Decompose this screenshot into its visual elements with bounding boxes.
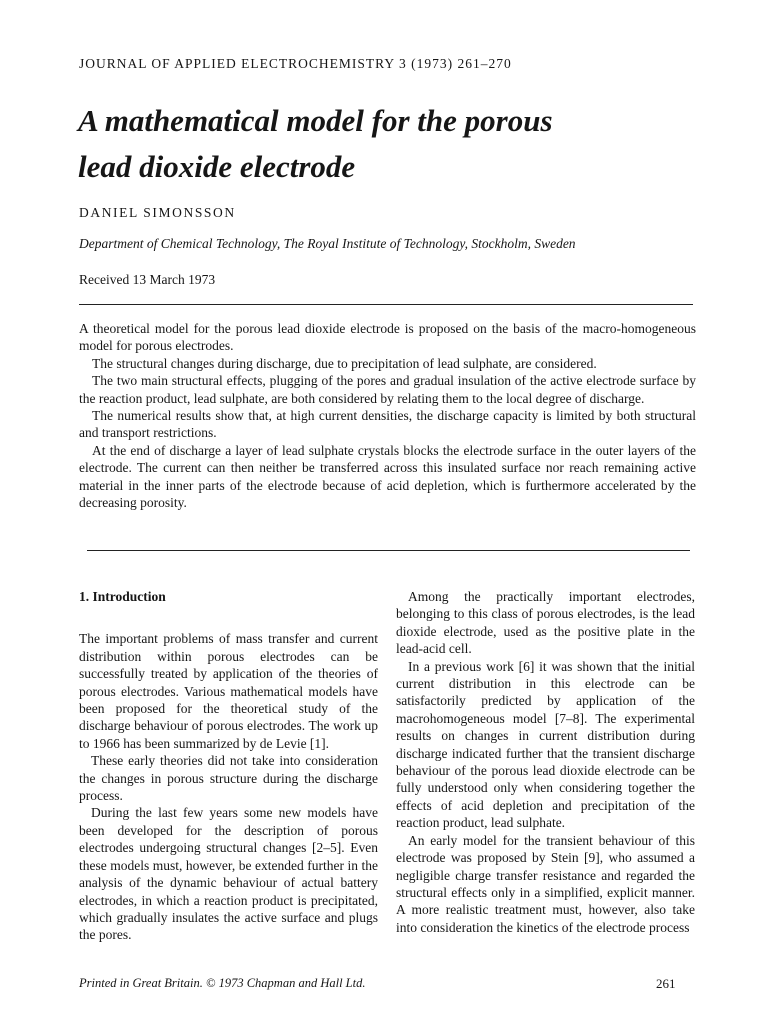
abstract-bottom-rule [87, 550, 690, 551]
abstract-paragraph: The structural changes during discharge, due to precipitation of lead sulphate, are considered. [92, 355, 597, 371]
journal-header: JOURNAL OF APPLIED ELECTROCHEMISTRY 3 (1973) 261–270 [79, 56, 512, 71]
right-column [396, 588, 695, 936]
abstract [79, 320, 696, 511]
article-title-line-2: lead dioxide electrode [78, 149, 356, 184]
left-column [79, 588, 378, 944]
abstract-paragraph: A theoretical model for the porous lead dioxide electrode is proposed on the basis of the macro-homogeneous model for porous electrodes. [79, 321, 696, 354]
body-paragraph: During the last few years some new models have been developed for the description of porous electrodes undergoing structural changes [2–5]. Even these models must, however, be extended further in the analysis of the dynamic behaviour of actual battery electrodes, in which a reaction product is precipitated, which gradually insulates the active surface and plugs the pores. [79, 805, 378, 943]
abstract-paragraph: The two main structural effects, plugging of the pores and gradual insulation of the active electrode surface by the reaction product, lead sulphate, are both considered by relating them to the local degree of discharge. [79, 373, 696, 406]
body-paragraph: These early theories did not take into consideration the changes in porous structure during the discharge process. [79, 753, 378, 804]
article-title-line-1: A mathematical model for the porous [78, 103, 553, 138]
abstract-paragraph: At the end of discharge a layer of lead sulphate crystals blocks the electrode surface in the outer layers of the electrode. The current can then neither be transferred across this insulated surface nor reach remaining active material in the inner parts of the electrode because of acid depletion, which is furthermore accelerated by the decreasing porosity. [79, 442, 696, 511]
received-date: Received 13 March 1973 [79, 272, 216, 287]
abstract-top-rule [79, 304, 693, 305]
printing-credit: Printed in Great Britain. © 1973 Chapman and Hall Ltd. [79, 976, 366, 990]
page-number: 261 [656, 976, 676, 991]
abstract-paragraph: The numerical results show that, at high current densities, the discharge capacity is limited by both structural and transport restrictions. [79, 408, 696, 441]
body-paragraph: The important problems of mass transfer and current distribution within porous electrodes can be successfully treated by application of the theories of porous electrodes. Various mathematical models have been proposed for the theoretical study of the discharge behaviour of porous electrodes. The work up to 1966 has been summarized by de Levie [1]. [79, 631, 378, 751]
author-name: DANIEL SIMONSSON [79, 205, 236, 220]
body-paragraph: An early model for the transient behaviour of this electrode was proposed by Stein [9], who assumed a negligible charge transfer resistance and regarded the structural effects only in a simplified, explicit manner. A more realistic treatment must, however, also take into consideration the kinetics of the electrode process [396, 832, 695, 935]
section-heading-introduction: 1. Introduction [79, 589, 166, 604]
body-paragraph: Among the practically important electrodes, belonging to this class of porous electrodes, is the lead dioxide electrode, used as the positive plate in the lead-acid cell. [396, 589, 695, 657]
body-paragraph: In a previous work [6] it was shown that the initial current distribution in this electrode can be satisfactorily predicted by application of the macrohomogeneous model [7–8]. The experimental results on changes in current distribution during discharge indicated further that the transient discharge behaviour of the porous lead dioxide electrode can be fully understood only when considering together the effects of acid depletion and precipitation of the reaction product, lead sulphate. [396, 658, 695, 831]
author-affiliation: Department of Chemical Technology, The Royal Institute of Technology, Stockholm, Sweden [79, 236, 576, 251]
article-title [78, 98, 718, 190]
